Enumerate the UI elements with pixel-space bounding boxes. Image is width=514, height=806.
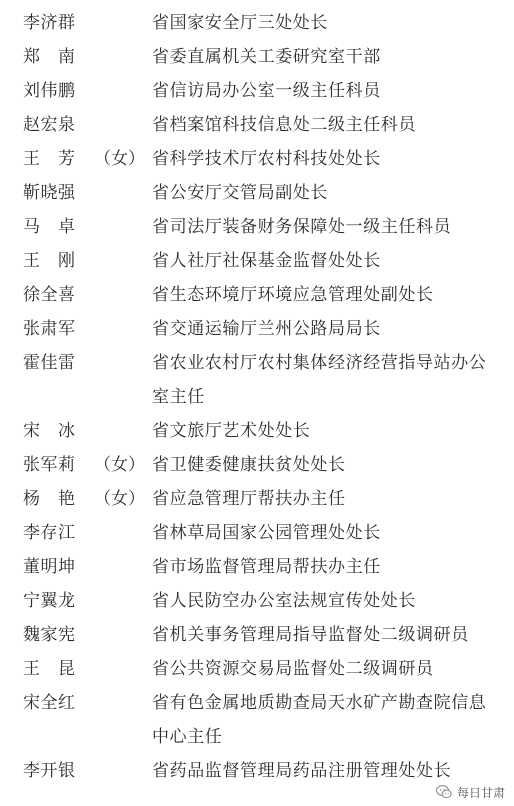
- person-name: 董明坤: [23, 557, 76, 577]
- list-item: [0, 142, 514, 176]
- person-name: 王 刚: [23, 251, 76, 271]
- wechat-icon: [435, 783, 453, 801]
- list-item: [0, 74, 514, 108]
- person-title: 省机关事务管理局指导监督处二级调研员: [152, 625, 469, 645]
- list-item: [0, 40, 514, 74]
- person-title: 省文旅厅艺术处处长: [152, 421, 311, 441]
- person-title: 省司法厅装备财务保障处一级主任科员: [152, 217, 452, 237]
- list-item: [0, 278, 514, 312]
- person-title: 省药品监督管理局药品注册管理处处长: [152, 761, 452, 781]
- person-title: 省卫健委健康扶贫处处长: [152, 455, 346, 475]
- list-item: [0, 108, 514, 142]
- person-name: 徐全喜: [23, 285, 76, 305]
- person-title: 省科学技术厅农村科技处处长: [152, 149, 381, 169]
- person-name: 李开银: [23, 761, 76, 781]
- person-name: 霍佳雷: [23, 353, 76, 373]
- list-item: [0, 312, 514, 346]
- list-item: [0, 550, 514, 584]
- person-title: 省农业农村厅农村集体经济经营指导站办公室主任: [152, 353, 487, 407]
- person-title: 省应急管理厅帮扶办主任: [152, 489, 346, 509]
- person-title: 省市场监督管理局帮扶办主任: [152, 557, 381, 577]
- person-name: 魏家宪: [23, 625, 76, 645]
- list-item: [0, 618, 514, 652]
- person-title: 省人社厅社保基金监督处处长: [152, 251, 381, 271]
- person-name: 刘伟鹏: [23, 81, 76, 101]
- list-item: [0, 414, 514, 448]
- person-name: 王 昆: [23, 659, 76, 679]
- source-watermark: [432, 782, 508, 802]
- person-name: 靳晓强: [23, 183, 76, 203]
- watermark-text: 每日甘肃: [456, 785, 505, 800]
- list-item: [0, 652, 514, 686]
- person-title: 省公共资源交易局监督处二级调研员: [152, 659, 434, 679]
- person-title: 省有色金属地质勘查局天水矿产勘查院信息中心主任: [152, 693, 487, 747]
- person-title: 省信访局办公室一级主任科员: [152, 81, 381, 101]
- person-name: 马 卓: [23, 217, 76, 237]
- person-title: 省林草局国家公园管理处处长: [152, 523, 381, 543]
- person-title: 省生态环境厅环境应急管理处副处长: [152, 285, 434, 305]
- list-item: [0, 686, 514, 754]
- person-title: 省交通运输厅兰州公路局局长: [152, 319, 381, 339]
- list-item: [0, 210, 514, 244]
- person-title: 省公安厅交管局副处长: [152, 183, 328, 203]
- list-item: [0, 516, 514, 550]
- person-name: 李济群: [23, 13, 76, 33]
- person-name: 郑 南: [23, 47, 76, 67]
- person-title: 省档案馆科技信息处二级主任科员: [152, 115, 416, 135]
- person-title: 省人民防空办公室法规宣传处处长: [152, 591, 416, 611]
- person-name: 李存江: [23, 523, 76, 543]
- list-item: [0, 244, 514, 278]
- person-name: 张肃军: [23, 319, 76, 339]
- person-gender: （女）: [94, 455, 145, 475]
- person-name: 宁翼龙: [23, 591, 76, 611]
- list-item: [0, 448, 514, 482]
- person-name: 宋 冰: [23, 421, 76, 441]
- list-item: [0, 176, 514, 210]
- person-title: 省国家安全厅三处处长: [152, 13, 328, 33]
- list-item: [0, 346, 514, 414]
- person-gender: （女）: [94, 489, 145, 509]
- list-item: [0, 482, 514, 516]
- person-gender: （女）: [94, 149, 145, 169]
- person-name: 王 芳: [23, 149, 76, 169]
- list-item: [0, 584, 514, 618]
- person-title: 省委直属机关工委研究室干部: [152, 47, 381, 67]
- person-name: 宋全红: [23, 693, 76, 713]
- list-item: [0, 6, 514, 40]
- person-name: 张军莉: [23, 455, 76, 475]
- person-name: 杨 艳: [23, 489, 76, 509]
- person-name: 赵宏泉: [23, 115, 76, 135]
